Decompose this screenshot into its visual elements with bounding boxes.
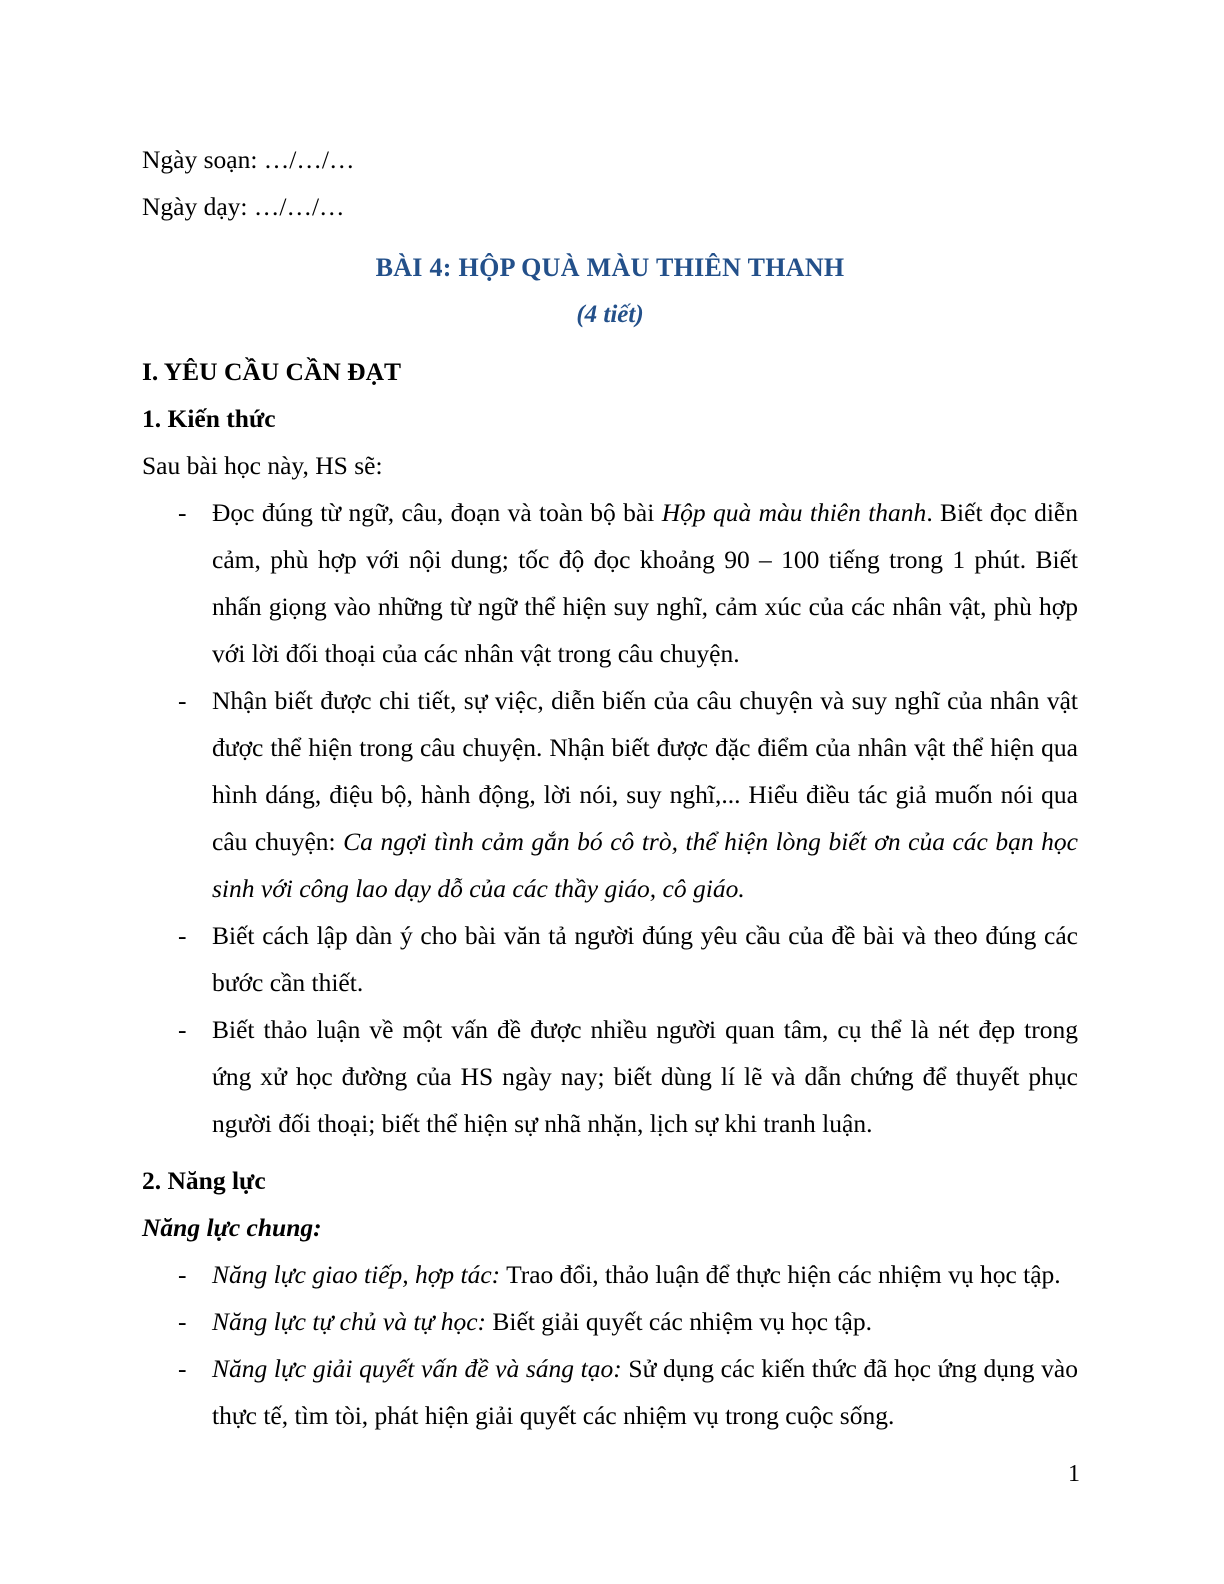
bullet-dash-icon: - [178, 1354, 187, 1383]
bullet-dash-icon: - [178, 1015, 187, 1044]
list-item [142, 1006, 1078, 1147]
document-body [142, 136, 1078, 1439]
bullet-dash-icon: - [178, 921, 187, 950]
bullet-text-italic: Năng lực giải quyết vấn đề và sáng tạo: [212, 1354, 622, 1383]
bullet-text-italic: Hộp quà màu thiên thanh [661, 498, 927, 527]
bullet-dash-icon: - [178, 1260, 187, 1289]
bullet-text-part1: Biết cách lập dàn ý cho bài văn tả người đúng yêu cầu của đề bài và theo đúng các bước cần thiết. [212, 921, 1078, 997]
bullet-dash-icon: - [178, 498, 187, 527]
bullet-text-part1: Nhận biết được chi tiết, sự việc, diễn biến của câu chuyện và suy nghĩ của nhân vật được thể hiện trong câu chuyện. Nhận biết được đặc điểm của nhân vật thể hiện qua hình dáng, điệu bộ, hành động, lời nói, suy nghĩ,... Hiểu điều tác giả muốn nói qua câu chuyện: [212, 686, 1078, 856]
section-heading-competence: 2. Năng lực [142, 1166, 266, 1195]
list-item [142, 1298, 1078, 1345]
knowledge-bullet-list [142, 489, 1078, 1147]
competence-bullet-list [142, 1251, 1078, 1439]
bullet-text-italic: Năng lực giao tiếp, hợp tác: [212, 1260, 501, 1289]
bullet-dash-icon: - [178, 686, 187, 715]
bullet-text-part1: Đọc đúng từ ngữ, câu, đoạn và toàn bộ bài [212, 498, 662, 527]
bullet-text-part2: Biết giải quyết các nhiệm vụ học tập. [486, 1307, 872, 1336]
list-item [142, 912, 1078, 1006]
list-item [142, 1345, 1078, 1439]
list-item [142, 677, 1078, 912]
bullet-text-part2: Sử dụng các kiến thức đã học ứng dụng vào thực tế, tìm tòi, phát hiện giải quyết các nhiệm vụ trong cuộc sống. [212, 1354, 1078, 1430]
page-number: 1 [1068, 1461, 1080, 1487]
bullet-text-part2: Trao đổi, thảo luận để thực hiện các nhiệm vụ học tập. [500, 1260, 1061, 1289]
bullet-text-part1: Biết thảo luận về một vấn đề được nhiều người quan tâm, cụ thể là nét đẹp trong ứng xử học đường của HS ngày nay; biết dùng lí lẽ và dẫn chứng để thuyết phục người đối thoại; biết thể hiện sự nhã nhặn, lịch sự khi tranh luận. [212, 1015, 1078, 1138]
bullet-dash-icon: - [178, 1307, 187, 1336]
list-item [142, 489, 1078, 677]
date-taught-line: Ngày dạy: …/…/… [142, 192, 345, 221]
bullet-text-italic: Ca ngợi tình cảm gắn bó cô trò, thể hiện lòng biết ơn của các bạn học sinh với công lao dạy dỗ của các thầy giáo, cô giáo. [212, 827, 1078, 903]
knowledge-intro-text: Sau bài học này, HS sẽ: [142, 451, 383, 480]
page-subtitle: (4 tiết) [576, 301, 644, 328]
section-heading-requirements: I. YÊU CẦU CẦN ĐẠT [142, 357, 402, 386]
date-prepared-line: Ngày soạn: …/…/… [142, 145, 355, 174]
list-item [142, 1251, 1078, 1298]
subheading-general-competence: Năng lực chung: [142, 1213, 322, 1242]
bullet-text-italic: Năng lực tự chủ và tự học: [212, 1307, 487, 1336]
bullet-text-part2: . Biết đọc diễn cảm, phù hợp với nội dung; tốc độ đọc khoảng 90 – 100 tiếng trong 1 phút. Biết nhấn giọng vào những từ ngữ thể hiện suy nghĩ, cảm xúc của các nhân vật, phù hợp với lời đối thoại của các nhân vật trong câu chuyện. [212, 498, 1078, 668]
section-heading-knowledge: 1. Kiến thức [142, 404, 276, 433]
page-title: BÀI 4: HỘP QUÀ MÀU THIÊN THANH [375, 253, 845, 282]
